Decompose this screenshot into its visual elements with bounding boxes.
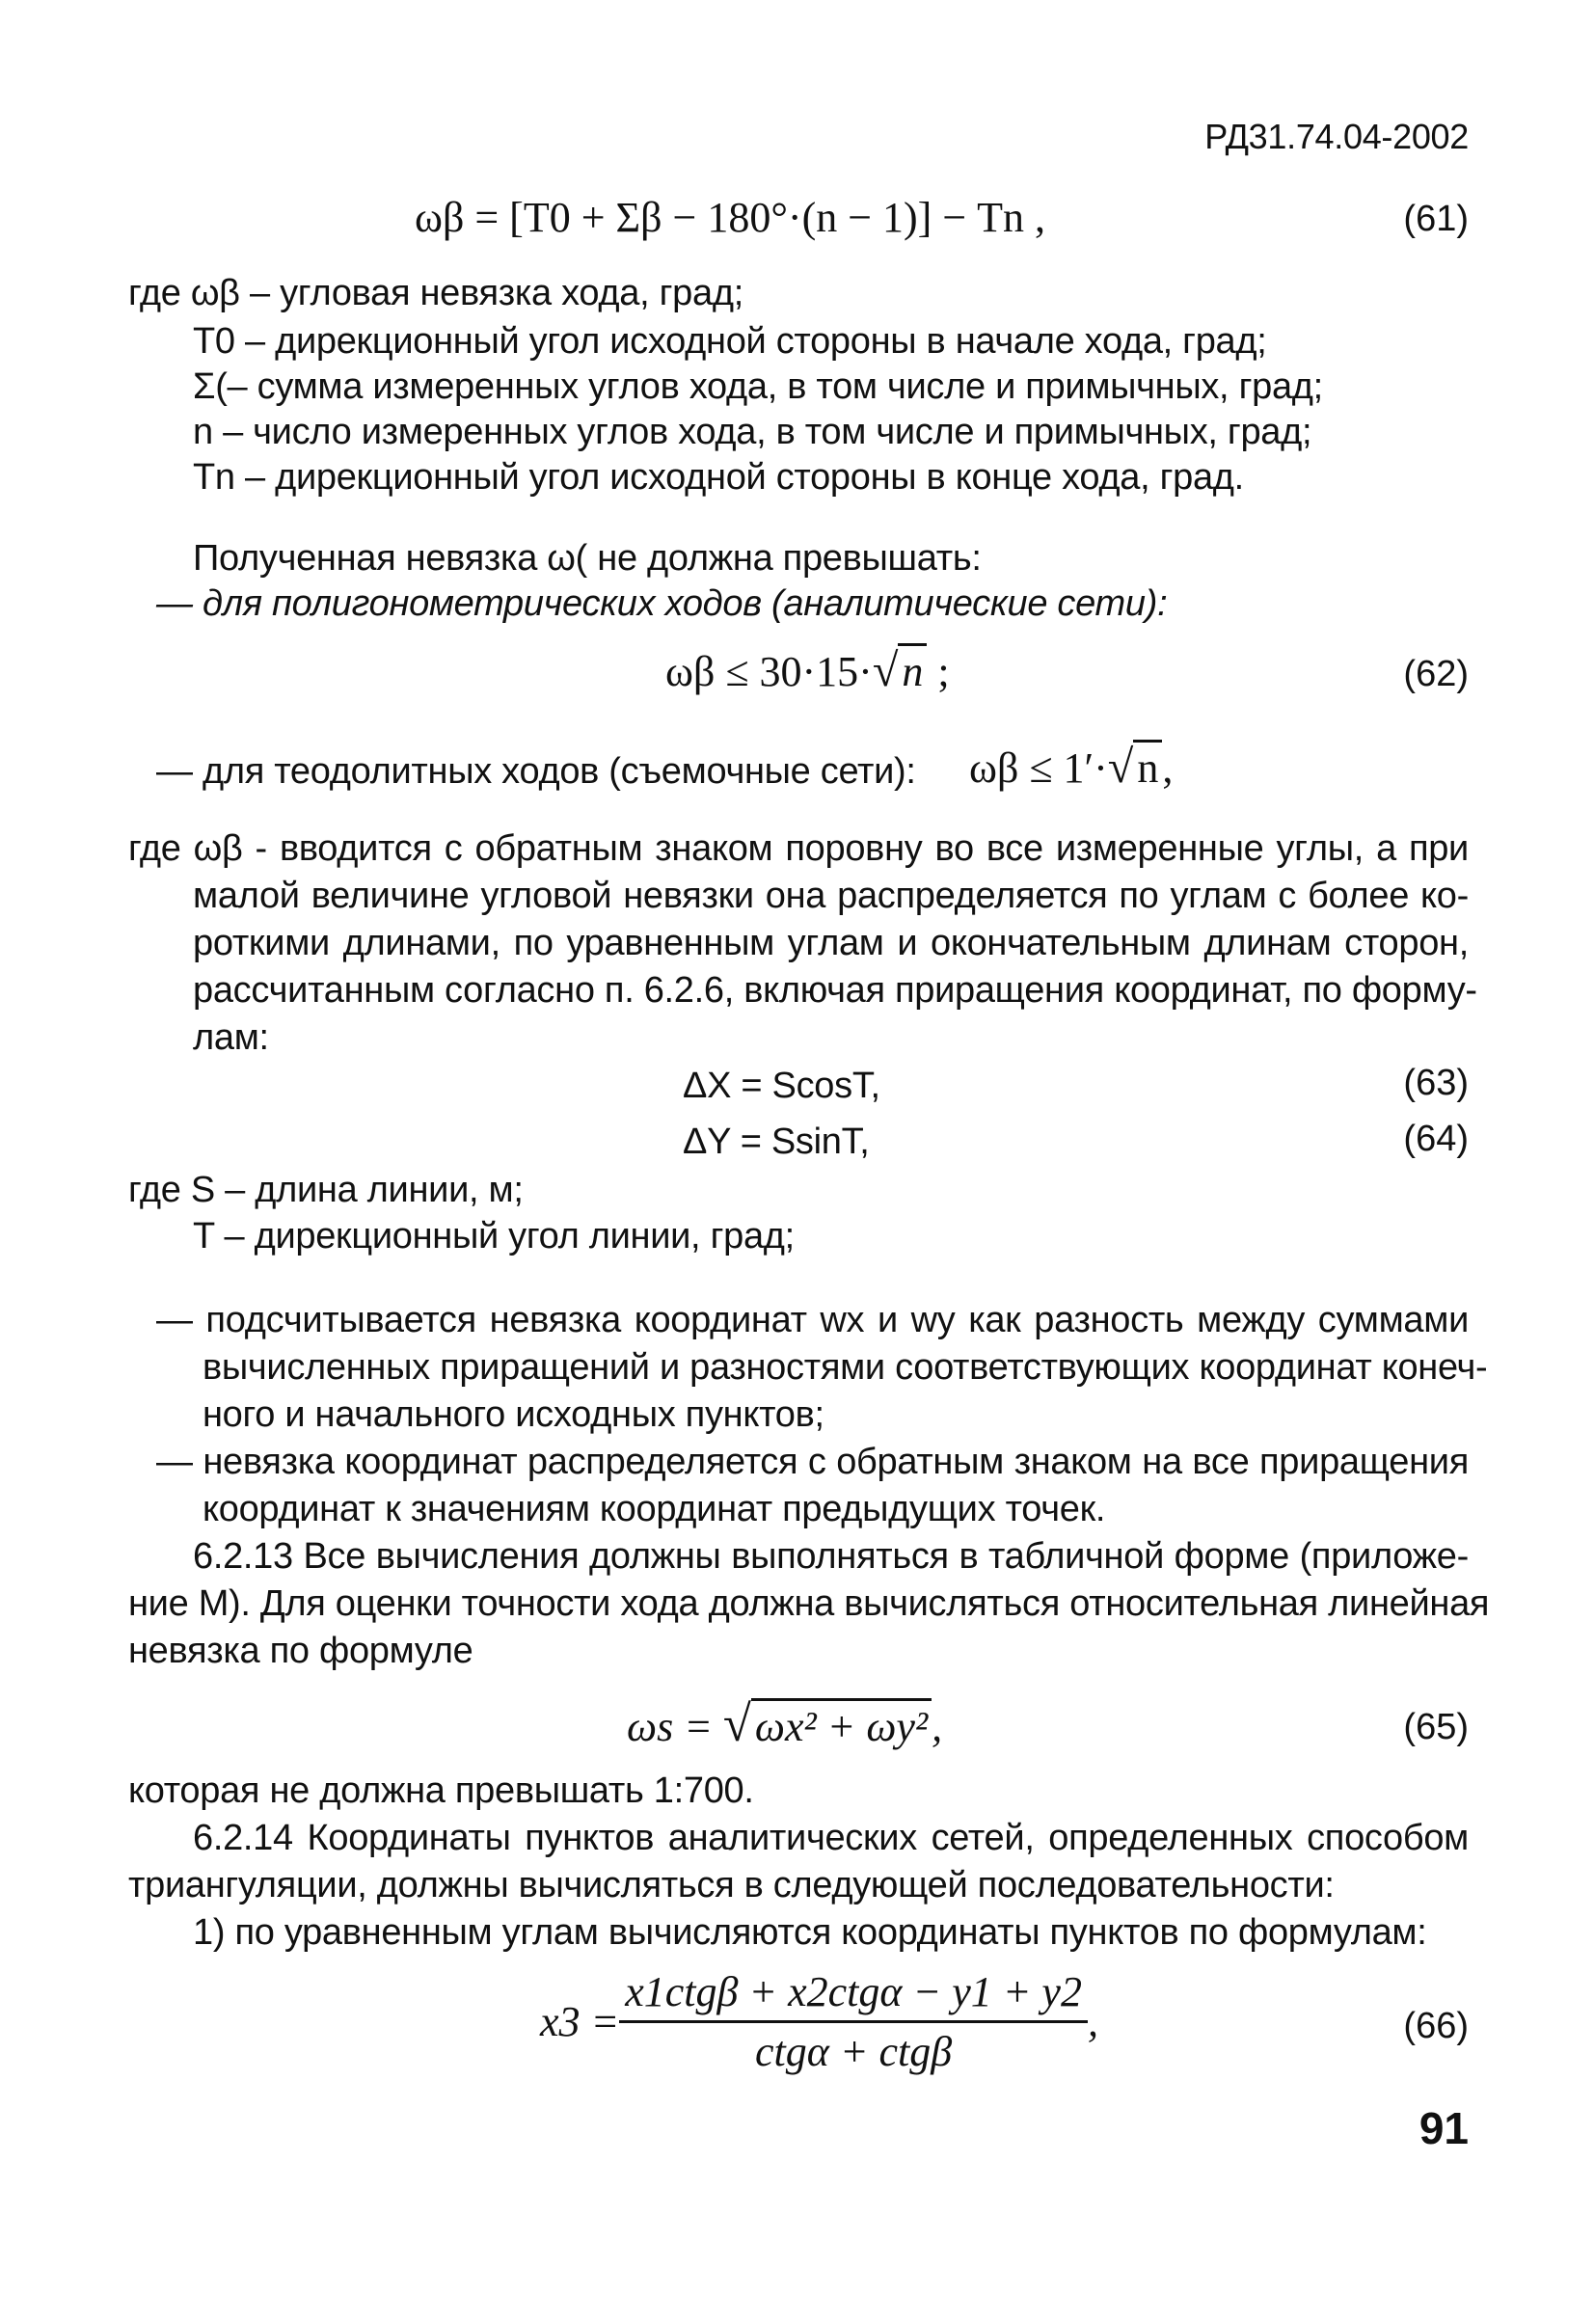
equation-61-number: (61) [1403,199,1469,239]
equation-62-lhs: ωβ ≤ 30·15· [665,648,873,695]
para-6214-line-2: триангуляции, должны вычисляться в следующей последовательности: [128,1865,1335,1905]
where2-line-2: малой величине угловой невязки она распределяется по углам с более ко- [193,876,1469,916]
equation-theodolite-radicand: n [1133,740,1162,792]
equation-62-radicand: n [898,643,927,695]
equation-63: ΔX = ScosT, [683,1066,880,1106]
equation-66-numerator: x1ctgβ + x2ctgα − y1 + y2 [619,1967,1088,2023]
equation-65-tail: , [932,1703,943,1750]
equation-65-number: (65) [1403,1707,1469,1747]
where-n: n – число измеренных углов хода, в том числе и примычных, град; [193,412,1312,452]
limits-theodolite: — для теодолитных ходов (съемочные сети): [156,751,916,792]
equation-66 [540,1967,1098,2076]
where-sigma: Σ(– сумма измеренных углов хода, в том числе и примычных, град; [193,366,1323,407]
equation-66-denominator: ctgα + ctgβ [754,2028,953,2075]
equation-64-number: (64) [1403,1119,1469,1159]
para-6213-line-1: 6.2.13 Все вычисления должны выполняться в табличной форме (приложе- [193,1536,1469,1577]
equation-theodolite-lhs: ωβ ≤ 1′· [969,744,1108,792]
where-t0: T0 – дирекционный угол исходной стороны в начале хода, град; [193,321,1267,362]
limits-intro: Полученная невязка ω( не должна превышать: [193,538,982,579]
para-6213-line-3: невязка по формуле [128,1631,473,1671]
equation-65: ωs = √ωx² + ωy², [627,1696,943,1752]
equation-theodolite: ωβ ≤ 1′·√n, [969,742,1174,793]
bullet-2-line-1: — невязка координат распределяется с обратным знаком на все приращения [156,1442,1469,1482]
equation-theodolite-tail: , [1162,744,1174,792]
where2-line-5: лам: [193,1017,269,1058]
equation-64: ΔY = SsinT, [683,1121,870,1162]
where2-line-1: где ωβ - вводится с обратным знаком поровну во все измеренные углы, а при [128,828,1469,869]
where-tn: Tn – дирекционный угол исходной стороны в конце хода, град. [193,457,1244,498]
equation-63-number: (63) [1403,1063,1469,1103]
equation-66-fraction [619,1967,1088,2076]
para-6213-line-2: ние М). Для оценки точности хода должна вычисляться относительная линейная [128,1583,1490,1624]
equation-62-number: (62) [1403,654,1469,694]
bullet-1-line-1: — подсчитывается невязка координат wx и wy как разность между суммами [156,1300,1469,1340]
where-t: T – дирекционный угол линии, град; [193,1216,795,1257]
para-6214-line-3: 1) по уравненным углам вычисляются координаты пунктов по формулам: [193,1912,1427,1953]
equation-65-lhs: ωs = [627,1703,723,1750]
bullet-1-line-2: вычисленных приращений и разностями соответствующих координат конеч- [203,1347,1488,1388]
bullet-1-line-3: ного и начального исходных пунктов; [203,1394,824,1435]
where2-line-4: рассчитанным согласно п. 6.2.6, включая приращения координат, по форму- [193,970,1477,1011]
equation-65-radicand: ωx² + ωy² [751,1698,932,1750]
where-omega: где ωβ – угловая невязка хода, град; [128,273,743,313]
where2-line-3: роткими длинами, по уравненным углам и окончательным длинам сторон, [193,923,1469,963]
limits-polygon: — для полигонометрических ходов (аналитические сети): [156,583,1168,624]
para-6214-line-1: 6.2.14 Координаты пунктов аналитических сетей, определенных способом [193,1818,1469,1858]
after-65-text: которая не должна превышать 1:700. [128,1770,754,1811]
equation-62: ωβ ≤ 30·15·√n ; [665,645,950,696]
where-s: где S – длина линии, м; [128,1170,524,1210]
bullet-2-line-2: координат к значениям координат предыдущих точек. [203,1489,1106,1529]
equation-62-tail: ; [927,648,950,695]
equation-61: ωβ = [T0 + Σβ − 180°·(n − 1)] − Tn , [415,194,1046,241]
equation-66-tail: , [1087,1998,1098,2045]
page-number: 91 [1418,2103,1469,2153]
document-code: РД31.74.04-2002 [1204,117,1469,156]
equation-66-lhs: x3 = [540,1998,620,2045]
equation-66-number: (66) [1403,2006,1469,2046]
